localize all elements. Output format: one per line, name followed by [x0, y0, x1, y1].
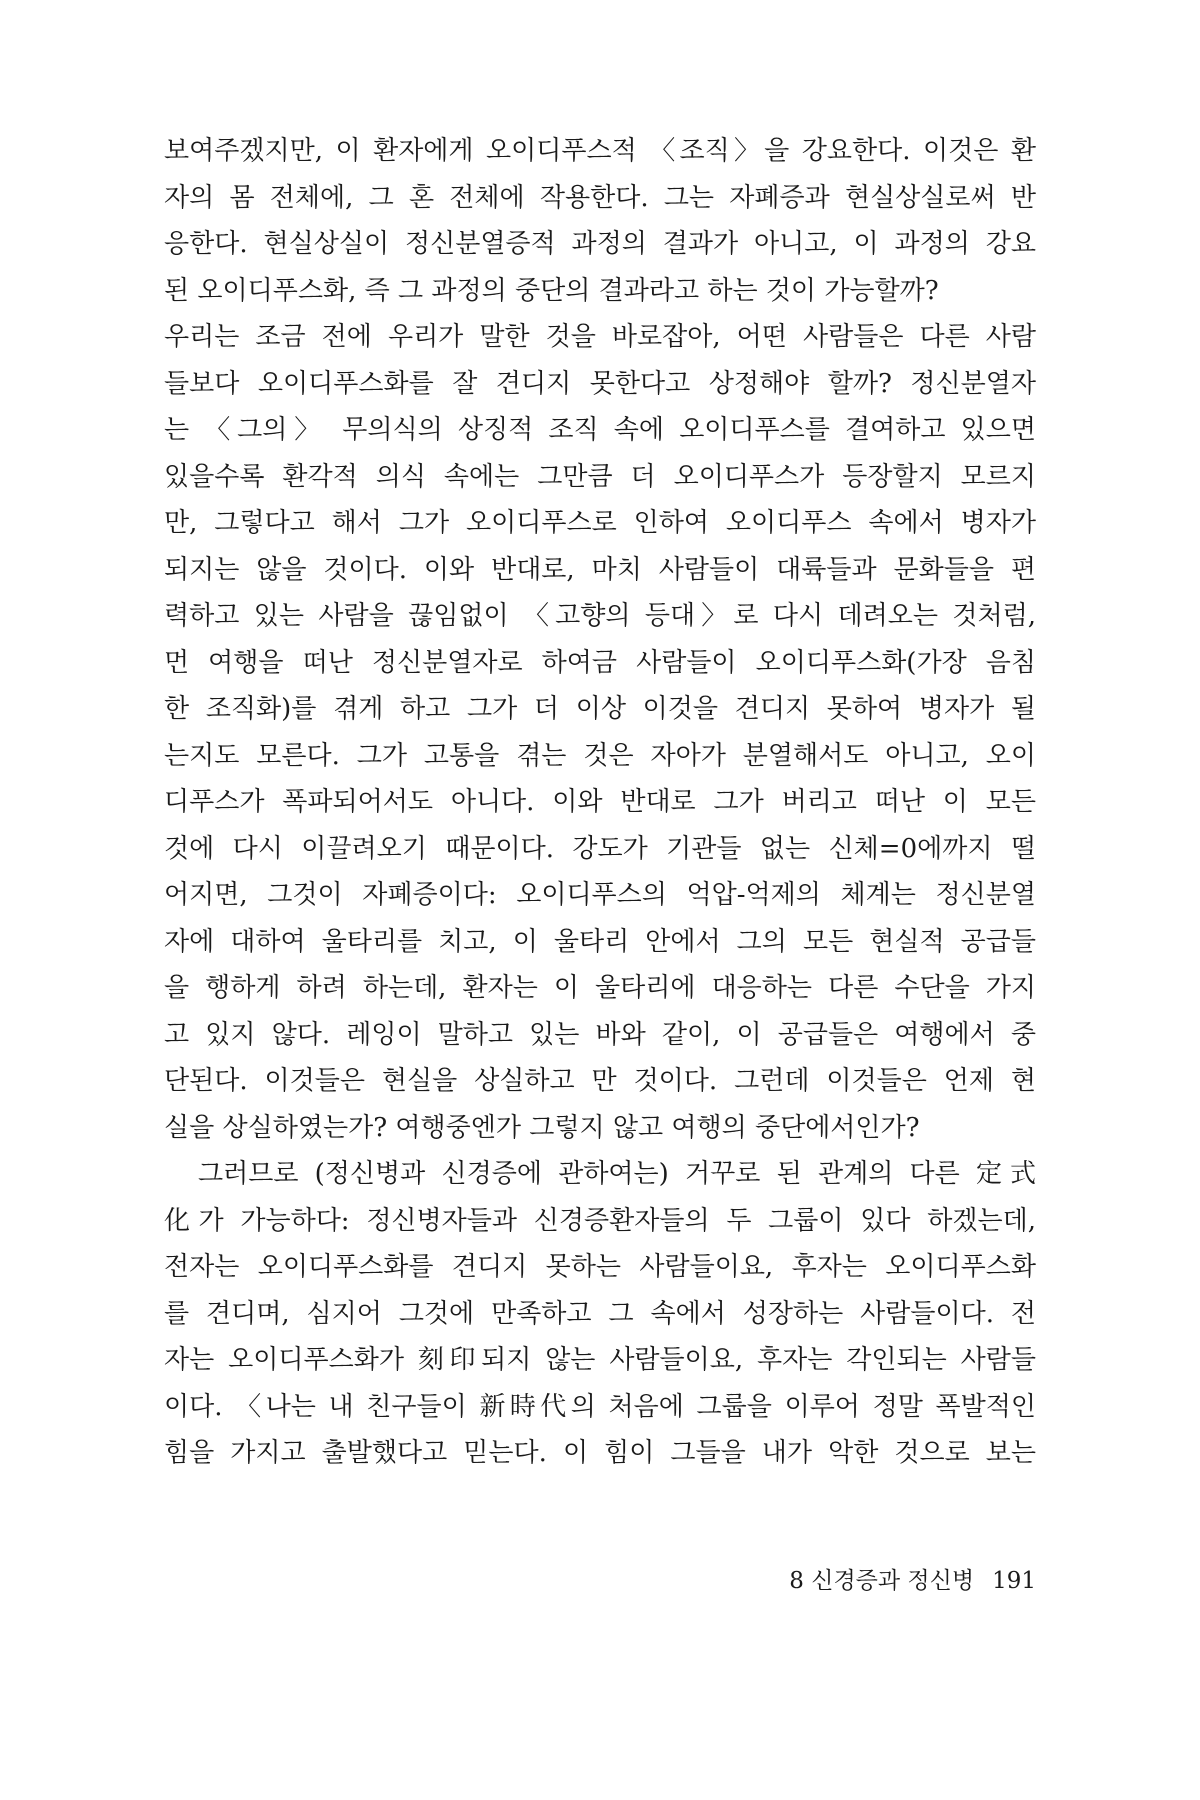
text-line: 보여주겠지만, 이 환자에게 오이디푸스적 〈조직〉을 강요한다. 이것은 환	[164, 136, 1036, 166]
page-footer	[164, 1562, 1036, 1595]
text-line: 되지는 않을 것이다. 이와 반대로, 마치 사람들이 대륙들과 문화들을 편	[164, 554, 1036, 585]
text-line: 한 조직화)를 겪게 하고 그가 더 이상 이것을 견디지 못하여 병자가 될	[164, 694, 1036, 724]
text-line: 이다. 〈나는 내 친구들이 新時代의 처음에 그룹을 이루어 정말 폭발적인	[164, 1391, 1036, 1422]
text-line: 된 오이디푸스화, 즉 그 과정의 중단의 결과라고 하는 것이 가능할까?	[164, 275, 939, 306]
body-text	[164, 128, 1036, 1477]
running-footer-chapter: 8 신경증과 정신병	[789, 1568, 975, 1594]
text-line: 응한다. 현실상실이 정신분열증적 과정의 결과가 아니고, 이 과정의 강요	[164, 229, 1036, 259]
text-line: 을 행하게 하려 하는데, 환자는 이 울타리에 대응하는 다른 수단을 가지	[164, 973, 1036, 1003]
text-line: 고 있지 않다. 레잉이 말하고 있는 바와 같이, 이 공급들은 여행에서 중	[164, 1019, 1036, 1050]
text-line: 는지도 모른다. 그가 고통을 겪는 것은 자아가 분열해서도 아니고, 오이	[164, 740, 1036, 771]
text-line: 자의 몸 전체에, 그 혼 전체에 작용한다. 그는 자폐증과 현실상실로써 반	[164, 182, 1036, 213]
text-line: 는 〈그의〉 무의식의 상징적 조직 속에 오이디푸스를 결여하고 있으면	[164, 415, 1036, 445]
text-line: 자는 오이디푸스화가 刻印되지 않는 사람들이요, 후자는 각인되는 사람들	[164, 1345, 1036, 1375]
text-line: 단된다. 이것들은 현실을 상실하고 만 것이다. 그런데 이것들은 언제 현	[164, 1066, 1036, 1096]
text-line: 를 견디며, 심지어 그것에 만족하고 그 속에서 성장하는 사람들이다. 전	[164, 1298, 1036, 1329]
text-line: 어지면, 그것이 자폐증이다: 오이디푸스의 억압-억제의 체계는 정신분열	[164, 880, 1036, 910]
text-line: 자에 대하여 울타리를 치고, 이 울타리 안에서 그의 모든 현실적 공급들	[164, 926, 1036, 957]
text-line: 들보다 오이디푸스화를 잘 견디지 못한다고 상정해야 할까? 정신분열자	[164, 368, 1036, 399]
text-line: 실을 상실하였는가? 여행중엔가 그렇지 않고 여행의 중단에서인가?	[164, 1112, 920, 1143]
text-line: 먼 여행을 떠난 정신분열자로 하여금 사람들이 오이디푸스화(가장 음침	[164, 647, 1036, 678]
text-line: 것에 다시 이끌려오기 때문이다. 강도가 기관들 없는 신체=0에까지 떨	[164, 833, 1036, 864]
text-line: 디푸스가 폭파되어서도 아니다. 이와 반대로 그가 버리고 떠난 이 모든	[164, 787, 1036, 817]
text-line: 우리는 조금 전에 우리가 말한 것을 바로잡아, 어떤 사람들은 다른 사람	[164, 322, 1036, 352]
page-number: 191	[992, 1568, 1036, 1594]
text-line: 힘을 가지고 출발했다고 믿는다. 이 힘이 그들을 내가 악한 것으로 보는	[164, 1438, 1036, 1468]
text-line: 있을수록 환각적 의식 속에는 그만큼 더 오이디푸스가 등장할지 모르지	[164, 461, 1036, 492]
text-line: 만, 그렇다고 해서 그가 오이디푸스로 인하여 오이디푸스 속에서 병자가	[164, 508, 1036, 538]
text-line: 그러므로 (정신병과 신경증에 관하여는) 거꾸로 된 관계의 다른 定式	[164, 1159, 1036, 1189]
text-line: 전자는 오이디푸스화를 견디지 못하는 사람들이요, 후자는 오이디푸스화	[164, 1252, 1036, 1282]
text-line: 력하고 있는 사람을 끊임없이 〈고향의 등대〉로 다시 데려오는 것처럼,	[164, 601, 1036, 631]
text-line: 化가 가능하다: 정신병자들과 신경증환자들의 두 그룹이 있다 하겠는데,	[164, 1205, 1036, 1236]
